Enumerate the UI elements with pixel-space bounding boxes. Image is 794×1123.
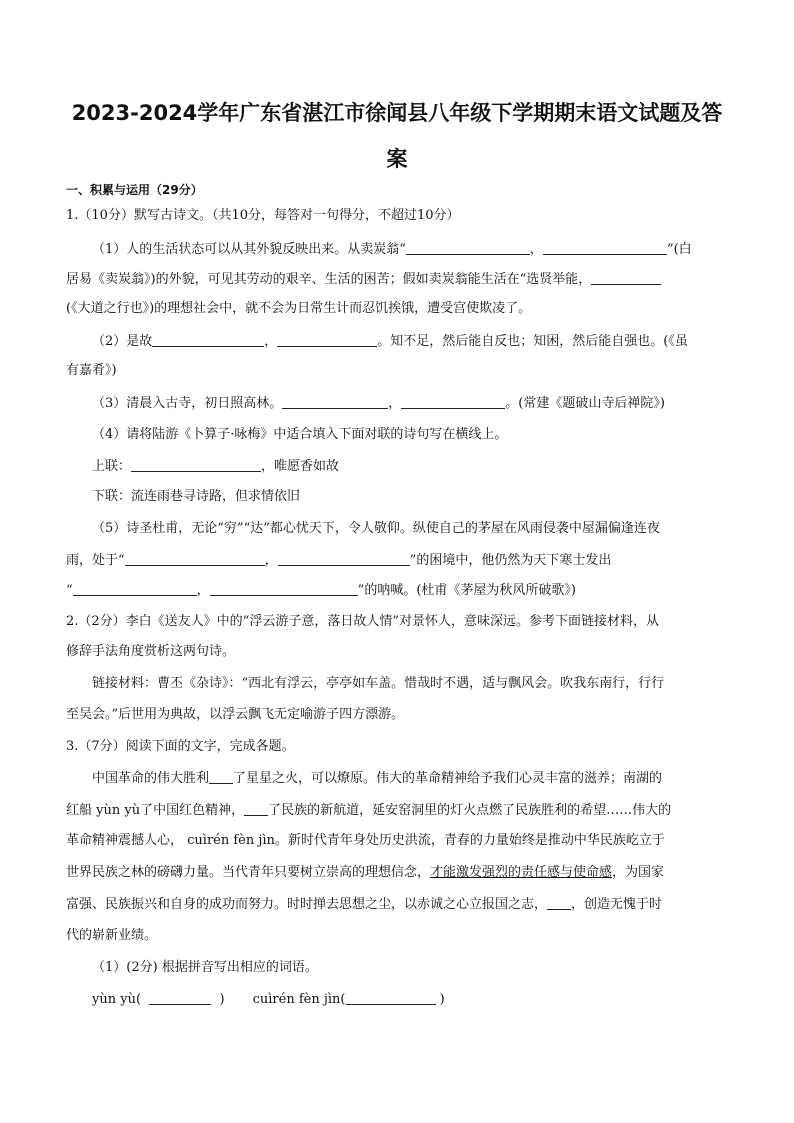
answer-blank[interactable] (346, 990, 436, 1005)
text-segment: 雨，处于“ (66, 553, 125, 568)
text-segment: 中国革命的伟大胜利 (92, 771, 210, 786)
text-segment: ， (196, 583, 210, 598)
text-segment: 了星星之火，可以燎原。伟大的革命精神给予我们心灵丰富的滋养；南湖的 (233, 771, 663, 786)
text-segment: 了民族的新航道，延安窑洞里的灯火点燃了民族胜利的希望……伟大的 (268, 803, 672, 818)
q1-part2-line2: 有嘉肴》) (66, 363, 117, 378)
answer-blank[interactable] (278, 551, 410, 566)
underlined-sentence: 才能激发强烈的责任感与使命感 (430, 865, 613, 880)
passage-line3: 革命精神震撼人心， cuìrén fèn jìn。新时代青年身处历史洪流，青春的力量始终是推动中华民族屹立于 (66, 833, 665, 848)
q1-part2-line1 (92, 332, 688, 351)
pinyin-answer-row (92, 990, 445, 1009)
text-segment: ，唯愿香如故 (261, 459, 340, 474)
text-segment: 。知不足，然后能自反也；知困，然后能自强也。(《虽 (377, 334, 688, 349)
passage-line4 (66, 864, 664, 882)
q1-part4-upper-couplet (92, 457, 339, 476)
passage-line2 (66, 801, 671, 820)
link-material-line1: 链接材料：曹丕《杂诗》：“西北有浮云，亭亭如车盖。惜哉时不遇，适与飘风会。吹我东南行，行行 (92, 676, 665, 691)
text-segment: 。(常建《题破山寺后禅院》) (505, 396, 665, 411)
text-segment: 上联： (92, 459, 132, 474)
q1-part4-lower-couplet: 下联：流连雨巷寻诗路，但求情依旧 (92, 489, 301, 504)
question-2-line2: 修辞手法角度赏析这两句诗。 (66, 644, 236, 659)
text-segment: ”(白 (666, 242, 692, 257)
text-segment: ”的呐喊。(杜甫《茅屋为秋风所破歌》) (357, 583, 576, 598)
text-segment: ，为国家 (612, 865, 665, 880)
q1-part3 (92, 394, 665, 413)
passage-line1 (92, 769, 662, 788)
passage-line6: 代的崭新业绩。 (66, 928, 158, 943)
text-segment: ， (529, 242, 543, 257)
q1-part5-line1: （5）诗圣杜甫，无论“穷”“达”都心忧天下，令人敬仰。纵使自己的茅屋在风雨侵袭中屋漏偏逢连夜 (92, 521, 660, 536)
page-title-continued: 案 (386, 147, 408, 171)
section-heading: 一、积累与运用（29分） (66, 183, 203, 197)
text-segment: 居易《卖炭翁》)的外貌，可见其劳动的艰辛、生活的困苦；假如卖炭翁能生活在“选贤举能， (66, 272, 592, 287)
text-segment: ) (439, 992, 445, 1007)
answer-blank[interactable] (131, 457, 261, 472)
text-segment: cuìrén fèn jìn( (252, 992, 346, 1007)
question-1-stem: 1.（10分）默写古诗文。（共10分，每答对一句得分，不超过10分） (66, 208, 460, 223)
text-segment: ， (264, 334, 278, 349)
passage-line5 (66, 895, 662, 914)
text-segment: ，创造无愧于时 (571, 897, 663, 912)
answer-blank[interactable] (209, 769, 233, 784)
q1-part5-line2 (66, 551, 611, 570)
q1-part1-line3: (《大道之行也》)的理想社会中，就不会为日常生计而忍饥挨饿，遭受宫使欺凌了。 (66, 301, 532, 316)
answer-blank[interactable] (125, 551, 265, 566)
text-segment: ， (264, 553, 278, 568)
answer-blank[interactable] (543, 240, 667, 255)
text-segment: （2）是故 (92, 334, 153, 349)
sub-question-1: （1）(2分) 根据拼音写出相应的词语。 (92, 960, 318, 975)
text-segment: 富强、民族振兴和自身的成功而努力。时时掸去思想之尘，以赤诚之心立报国之志， (66, 897, 548, 912)
text-segment: （3）清晨入古寺，初日照高林。 (92, 396, 283, 411)
answer-blank[interactable] (282, 394, 388, 409)
text-segment: “ (66, 583, 73, 598)
q1-part4-instruction: （4）请将陆游《卜算子·咏梅》中适合填入下面对联的诗句写在横线上。 (92, 427, 508, 442)
answer-blank[interactable] (152, 332, 264, 347)
text-segment: ) (219, 992, 225, 1007)
text-segment: （1）人的生活状态可以从其外貌反映出来。从卖炭翁“ (92, 242, 406, 257)
text-segment: yùn yù( (92, 992, 142, 1007)
answer-blank[interactable] (73, 581, 197, 596)
answer-blank[interactable] (406, 240, 530, 255)
page-title: 2023-2024学年广东省湛江市徐闻县八年级下学期期末语文试题及答 (71, 101, 723, 125)
answer-blank[interactable] (277, 332, 377, 347)
answer-blank[interactable] (401, 394, 505, 409)
text-segment: ”的困境中，他仍然为天下寒士发出 (409, 553, 612, 568)
answer-blank[interactable] (244, 801, 268, 816)
text-segment: 红船 yùn yù了中国红色精神， (66, 803, 245, 818)
answer-blank[interactable] (591, 270, 661, 285)
q1-part1-line1 (92, 240, 692, 259)
text-segment: ， (388, 396, 402, 411)
link-material-line2: 至吴会。”后世用为典故，以浮云飘飞无定喻游子四方漂游。 (66, 707, 405, 722)
question-2-line1: 2.（2分）李白《送友人》中的“浮云游子意，落日故人情”对景怀人，意味深远。参考下面链接材料，从 (66, 614, 659, 629)
text-segment: 世界民族之林的磅礴力量。当代青年只要树立崇高的理想信念， (66, 865, 431, 880)
answer-blank[interactable] (547, 895, 571, 910)
question-3-stem: 3.（7分）阅读下面的文字，完成各题。 (66, 739, 295, 754)
q1-part1-line2 (66, 270, 661, 289)
q1-part5-line3 (66, 581, 576, 600)
answer-blank[interactable] (210, 581, 358, 596)
answer-blank[interactable] (149, 990, 211, 1005)
